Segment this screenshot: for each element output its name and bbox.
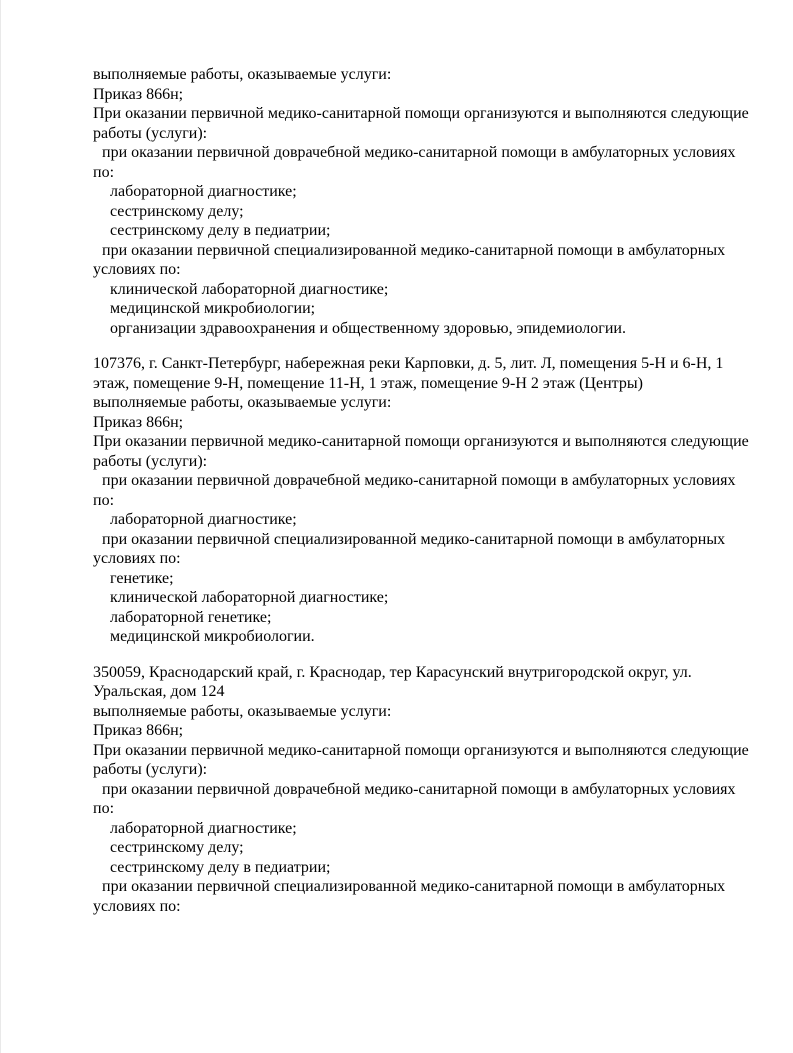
text-line: медицинской микробиологии. (110, 628, 315, 645)
text-line: по: (93, 491, 115, 509)
text-line: Уральская, дом 124 (93, 683, 225, 700)
text-line: при оказании первичной специализированной медико-санитарной помощи в амбулаторных (102, 241, 726, 259)
text-line: работы (услуги): (93, 761, 208, 778)
text-line: генетике; (110, 569, 174, 587)
text-line: условиях по: (93, 897, 181, 915)
text-line: выполняемые работы, оказываемые услуги: (93, 702, 392, 720)
text-line: лабораторной диагностике; (110, 511, 297, 528)
text-line: Приказ 866н; (93, 413, 184, 431)
text-line: При оказании первичной медико-санитарной помощи организуются и выполняются следующие (93, 433, 749, 450)
text-line: при оказании первичной доврачебной медико-санитарной помощи в амбулаторных условиях (102, 144, 736, 161)
license-works-section-2 (93, 354, 753, 647)
text-line: условиях по: (93, 550, 181, 567)
page-left-edge (0, 0, 1, 1053)
text-line: выполняемые работы, оказываемые услуги: (93, 394, 392, 411)
text-line: При оказании первичной медико-санитарной помощи организуются и выполняются следующие (93, 741, 749, 759)
text-line: организации здравоохранения и общественному здоровью, эпидемиологии. (110, 319, 626, 337)
text-line: сестринскому делу в педиатрии; (110, 222, 331, 239)
text-line: при оказании первичной специализированной медико-санитарной помощи в амбулаторных (102, 878, 726, 895)
text-line: клинической лабораторной диагностике; (110, 589, 389, 606)
text-line: 350059, Краснодарский край, г. Краснодар, тер Карасунский внутригородской округ, ул. (93, 663, 692, 681)
text-line: по: (93, 800, 115, 817)
text-line: работы (услуги): (93, 124, 208, 142)
text-line: лабораторной генетике; (110, 608, 272, 626)
text-line: работы (услуги): (93, 452, 208, 470)
text-line: сестринскому делу; (110, 839, 244, 856)
text-line: Приказ 866н; (93, 722, 184, 739)
text-line: сестринскому делу в педиатрии; (110, 858, 331, 876)
text-line: условиях по: (93, 261, 181, 278)
text-line: лабораторной диагностике; (110, 183, 297, 200)
text-line: по: (93, 163, 115, 181)
text-line: клинической лабораторной диагностике; (110, 280, 389, 298)
text-line: при оказании первичной специализированной медико-санитарной помощи в амбулаторных (102, 530, 726, 548)
text-line: При оказании первичной медико-санитарной помощи организуются и выполняются следующие (93, 105, 749, 122)
text-line: при оказании первичной доврачебной медико-санитарной помощи в амбулаторных условиях (102, 472, 736, 489)
text-line: лабораторной диагностике; (110, 819, 297, 837)
text-line: при оказании первичной доврачебной медико-санитарной помощи в амбулаторных условиях (102, 780, 736, 798)
text-line: выполняемые работы, оказываемые услуги: (93, 66, 392, 83)
text-line: сестринскому делу; (110, 202, 244, 220)
text-line: медицинской микробиологии; (110, 300, 316, 317)
text-line: 107376, г. Санкт-Петербург, набережная реки Карповки, д. 5, лит. Л, помещения 5-Н и 6-Н, 1 (93, 355, 724, 372)
license-document-text (93, 65, 753, 916)
license-works-section-3 (93, 663, 753, 917)
text-line: Приказ 866н; (93, 85, 184, 103)
text-line: этаж, помещение 9-Н, помещение 11-Н, 1 этаж, помещение 9-Н 2 этаж (Центры) (93, 374, 643, 392)
license-works-section-1 (93, 65, 753, 338)
